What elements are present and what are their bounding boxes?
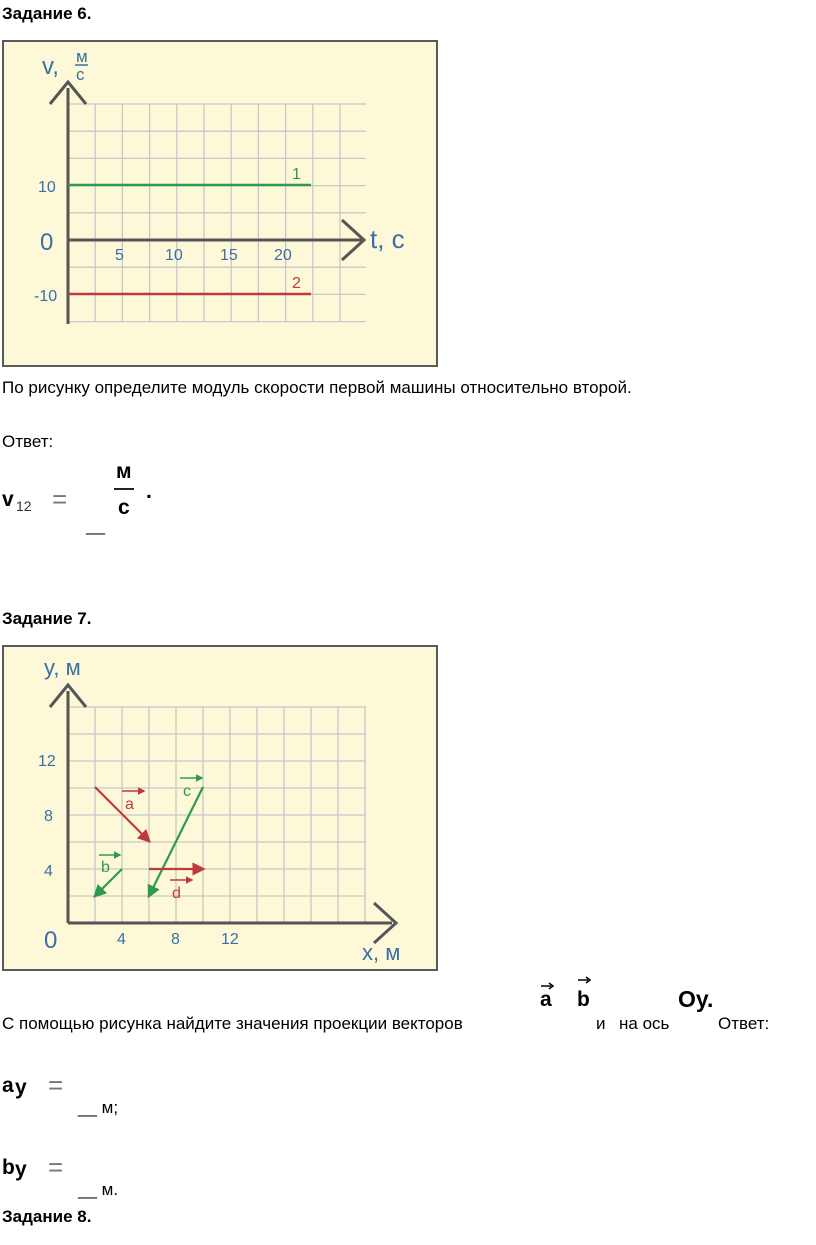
task7-ay-formula [0,1068,200,1128]
task7-y-tick-8: 8 [44,808,53,825]
task6-x-axis-label: t, с [370,224,405,254]
task6-line-1-label: 1 [292,166,301,183]
task7-vector-d-label: d [172,885,181,902]
task7-origin-label: 0 [44,927,58,954]
task8-heading: Задание 8. [2,1207,92,1226]
task6-grid [68,104,366,322]
task6-y-tick-minus10: -10 [34,288,58,305]
task6-formula-unit-den: с [118,496,130,519]
task6-x-tick-15: 15 [220,247,238,264]
task7-answer-label: Ответ: [718,1014,770,1033]
task6-x-tick-5: 5 [115,247,124,264]
task7-vector-a-label: a [125,796,134,813]
task6-formula-fraction-bar [114,488,134,490]
task7-ay-sub: y [15,1076,27,1099]
task7-by-sub: y [15,1158,27,1181]
task7-x-tick-8: 8 [171,931,180,948]
task6-y-axis-label: v, [42,53,59,80]
task6-formula-equals: = [52,484,68,514]
task7-x-tick-4: 4 [117,931,126,948]
task7-axis-name: Oy. [678,986,714,1012]
task6-origin-label: 0 [40,229,54,256]
task7-ay-answer[interactable]: __ м; [78,1098,119,1117]
task6-answer-blank[interactable]: __ [86,516,105,535]
task7-y-axis-label: y, м [44,655,81,680]
task6-x-tick-20: 20 [274,247,292,264]
task6-question: По рисунку определите модуль скорости первой машины относительно второй. [2,378,632,397]
task7-vector-b-symbol: b [577,988,590,1011]
task6-formula-var: v [2,488,14,511]
task6-formula-period: . [146,480,152,503]
task7-by-formula [0,1152,200,1212]
task6-y-unit-num: м [76,47,88,66]
task7-on-axis: на ось [619,1014,670,1033]
task6-x-tick-10: 10 [165,247,183,264]
task7-by-answer[interactable]: __ м. [78,1180,119,1199]
task6-formula-sub: 12 [16,498,32,514]
task6-formula-unit-num: м [116,460,132,483]
task7-vector-b-overarrow-symbol-icon [576,974,592,984]
task7-y-tick-4: 4 [44,863,53,880]
task7-question-line [0,980,816,1040]
task6-heading: Задание 6. [2,4,92,23]
task7-vector-a-symbol: a [540,988,552,1011]
task6-y-tick-10: 10 [38,179,56,196]
task6-line-2-label: 2 [292,275,301,292]
task7-ay-equals: = [48,1070,64,1100]
task7-vector-b-label: b [101,859,110,876]
task7-vector-c-label: c [183,783,191,800]
task7-ay-var: a [2,1074,14,1097]
task7-y-tick-12: 12 [38,753,56,770]
task7-vector-graph [2,645,438,971]
task6-answer-label: Ответ: [2,432,54,451]
task7-heading: Задание 7. [2,609,92,628]
task6-y-unit-den: с [76,65,85,84]
task7-x-axis-label: x, м [362,940,401,965]
task7-by-var: b [2,1156,15,1179]
task7-by-equals: = [48,1152,64,1182]
task7-question: С помощью рисунка найдите значения проекции векторов [2,1014,463,1033]
task7-vector-a-overarrow-symbol-icon [539,980,555,990]
task7-grid [68,707,366,923]
task6-velocity-graph [2,40,438,367]
task7-x-tick-12: 12 [221,931,239,948]
task7-and-word: и [596,1014,606,1033]
task6-formula [0,458,200,538]
